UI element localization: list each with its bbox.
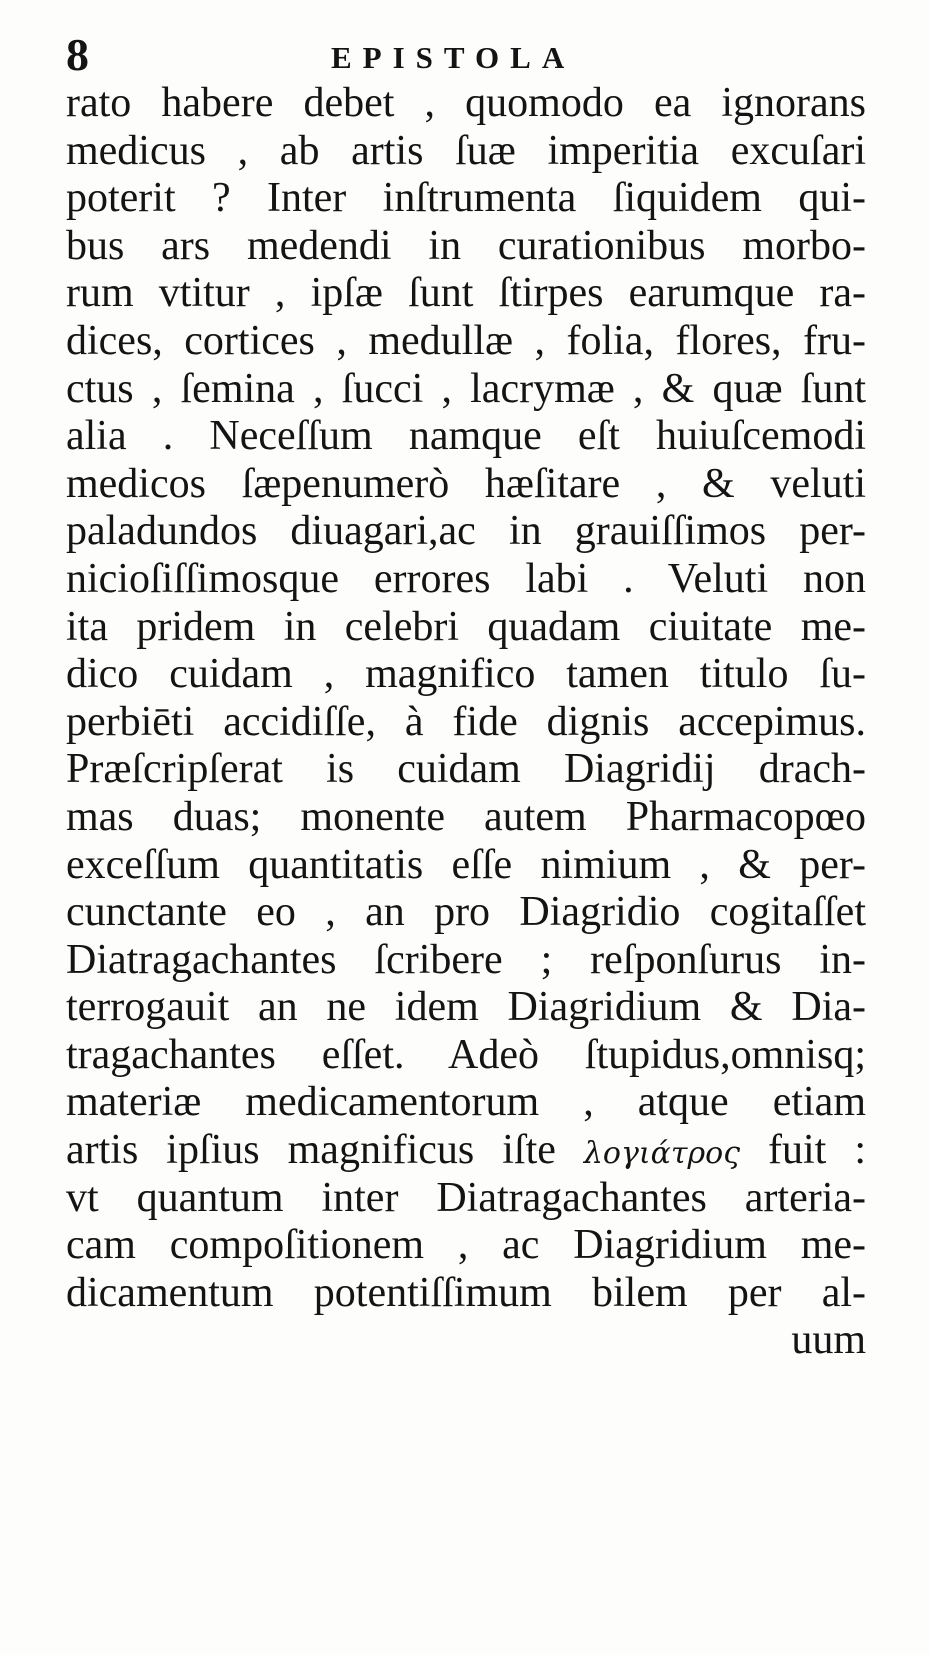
text-line: alia . Neceſſum namque eſt huiuſcemodi xyxy=(66,413,866,460)
text-line: paladundos diuagari,ac in grauiſſimos per- xyxy=(66,508,866,555)
running-title: EPISTOLA xyxy=(331,40,576,75)
text-line: ctus , ſemina , ſucci , lacrymæ , & quæ ſunt xyxy=(66,365,866,412)
text-line: dices, cortices , medullæ , folia, flores, fru- xyxy=(66,317,866,364)
body-text xyxy=(66,80,866,1365)
text-line: vt quantum inter Diatragachantes arteria- xyxy=(66,1174,866,1221)
running-head xyxy=(66,30,866,80)
text-line: cunctante eo , an pro Diagridio cogitaſſet xyxy=(66,889,866,936)
text-line: dico cuidam , magnifico tamen titulo ſu- xyxy=(66,651,866,698)
greek-word: λογιάτρος xyxy=(583,1136,741,1172)
text-line: poterit ? Inter inſtrumenta ſiquidem qui- xyxy=(66,175,866,222)
text-line: rato habere debet , quomodo ea ignorans xyxy=(66,80,866,126)
text-line: rum vtitur , ipſæ ſunt ſtirpes earumque ra- xyxy=(66,270,866,317)
text-line: materiæ medicamentorum , atque etiam xyxy=(66,1079,866,1126)
text-line: medicus , ab artis ſuæ imperitia excuſari xyxy=(66,127,866,174)
catchword: uum xyxy=(791,1317,866,1364)
text-line: Diatragachantes ſcribere ; reſponſurus in- xyxy=(66,936,866,983)
text-line: Præſcripſerat is cuidam Diagridij drach- xyxy=(66,746,866,793)
text-segment: fuit : xyxy=(768,1127,866,1174)
text-line: perbiēti accidiſſe, à fide dignis accepimus. xyxy=(66,698,866,745)
text-line: terrogauit an ne idem Diagridium & Dia- xyxy=(66,984,866,1031)
text-line: cam compoſitionem , ac Diagridium me- xyxy=(66,1222,866,1269)
text-line: nicioſiſſimosque errores labi . Veluti non xyxy=(66,555,866,602)
text-line: mas duas; monente autem Pharmacopœo xyxy=(66,793,866,840)
text-line: exceſſum quantitatis eſſe nimium , & per- xyxy=(66,841,866,888)
page-number: 8 xyxy=(66,29,89,80)
text-segment: artis ipſius magnificus iſte xyxy=(66,1127,556,1174)
text-line: bus ars medendi in curationibus morbo- xyxy=(66,222,866,269)
text-line: ita pridem in celebri quadam ciuitate me- xyxy=(66,603,866,650)
text-line: tragachantes eſſet. Adeò ſtupidus,omnisq; xyxy=(66,1031,866,1078)
text-line-with-greek xyxy=(66,1127,866,1175)
text-line: medicos ſæpenumerò hæſitare , & veluti xyxy=(66,460,866,507)
text-line: dicamentum potentiſſimum bilem per al- xyxy=(66,1269,866,1316)
